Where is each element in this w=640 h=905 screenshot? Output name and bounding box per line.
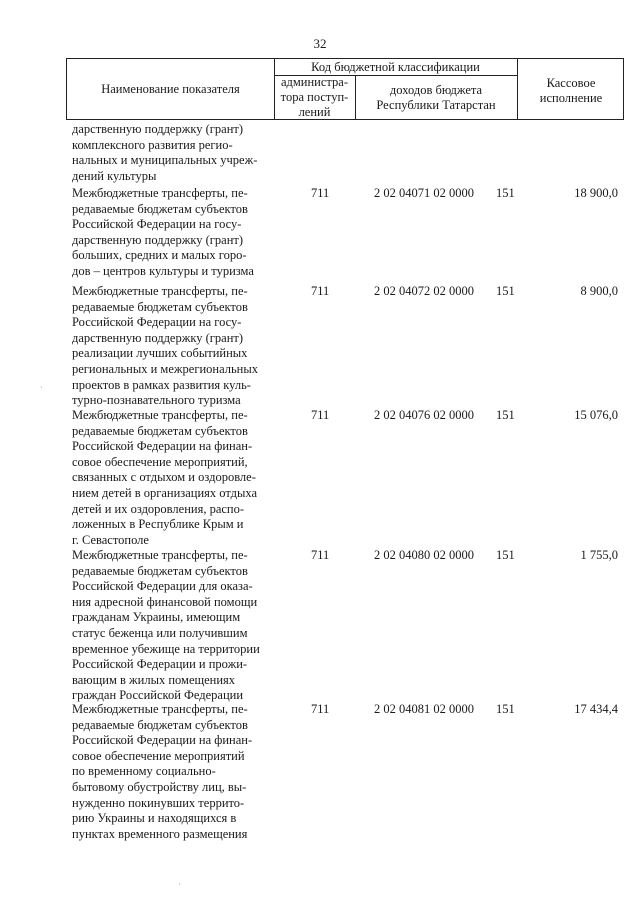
table-header bbox=[66, 58, 624, 120]
row-admin-code: 711 bbox=[311, 284, 330, 298]
row-income-code: 2 02 04071 02 0000 bbox=[374, 186, 474, 200]
row-admin-code: 711 bbox=[311, 548, 330, 562]
header-income: доходов бюджета Республики Татарстан bbox=[376, 83, 496, 112]
page-number: 32 bbox=[313, 36, 327, 51]
header-amount: Кассовое исполнение bbox=[539, 76, 603, 105]
row-admin-code: 711 bbox=[311, 408, 330, 422]
row-name: Межбюджетные трансферты, пе- редаваемые бюджетам субъектов Российской Федерации на финан- совое обеспечение мероприятий, связанных с отдыхом и оздоровле- нием детей в организациях отдыха детей и их оздоровления, распо- ложенных в Республике Крым и г. Севастополе bbox=[72, 408, 258, 547]
row-name: Межбюджетные трансферты, пе- редаваемые бюджетам субъектов Российской Федерации на госу- дарственную поддержку (грант) реализации лучших событийных региональных и межрегиональных проектов в рамках развития куль- турно-познавательного туризма bbox=[72, 284, 259, 408]
row-amount: 8 900,0 bbox=[580, 284, 618, 298]
row-subcode: 151 bbox=[496, 408, 515, 422]
row-subcode: 151 bbox=[496, 284, 515, 298]
row-subcode: 151 bbox=[496, 702, 515, 716]
row-amount: 18 900,0 bbox=[574, 186, 618, 200]
row-income-code: 2 02 04076 02 0000 bbox=[374, 408, 474, 422]
scan-dot: · bbox=[178, 880, 181, 889]
row-admin-code: 711 bbox=[311, 702, 330, 716]
row-name: Межбюджетные трансферты, пе- редаваемые бюджетам субъектов Российской Федерации для оказа- ния адресной финансовой помощи гражданам Украины, имеющим статус беженца или получившим временное убежище на территории Российской Федерации и прожи- вающим в жилых помещениях граждан Российской Федерации bbox=[72, 548, 260, 703]
row-amount: 17 434,4 bbox=[574, 702, 618, 716]
row-subcode: 151 bbox=[496, 186, 515, 200]
row-admin-code: 711 bbox=[311, 186, 330, 200]
row-name: Межбюджетные трансферты, пе- редаваемые бюджетам субъектов Российской Федерации на госу- дарственную поддержку (грант) больших, средних и малых горо- дов – центров культуры и туризма bbox=[72, 186, 254, 278]
scan-dot: · bbox=[40, 383, 43, 392]
row-income-code: 2 02 04072 02 0000 bbox=[374, 284, 474, 298]
row-income-code: 2 02 04081 02 0000 bbox=[374, 702, 474, 716]
header-admin: администра- тора поступ- лений bbox=[280, 75, 349, 119]
row-amount: 1 755,0 bbox=[580, 548, 618, 562]
row-amount: 15 076,0 bbox=[574, 408, 618, 422]
row-name: Межбюджетные трансферты, пе- редаваемые бюджетам субъектов Российской Федерации на финан- совое обеспечение мероприятий по временному социально- бытовому обустройству лиц, вы- нужденно покинувших террито- рию Украины и находящихся в пунктах временного размещения bbox=[72, 702, 253, 841]
header-name: Наименование показателя bbox=[101, 82, 240, 96]
header-group: Код бюджетной классификации bbox=[311, 60, 480, 74]
row-subcode: 151 bbox=[496, 548, 515, 562]
row-income-code: 2 02 04080 02 0000 bbox=[374, 548, 474, 562]
